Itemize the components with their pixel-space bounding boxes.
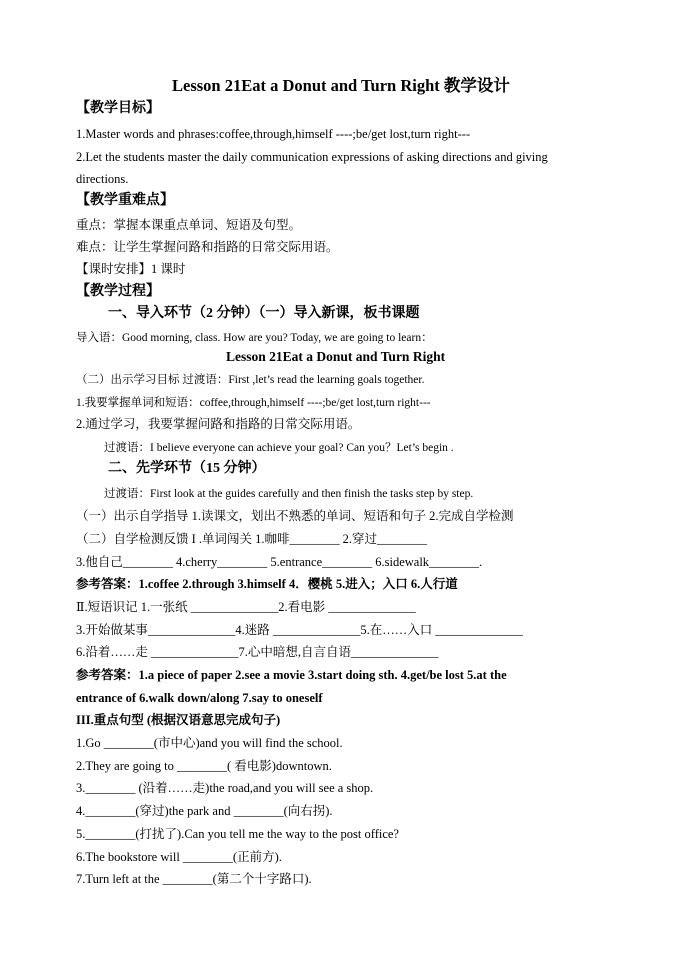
text-line: 难点：让学生掌握问路和指路的日常交际用语。 xyxy=(76,240,339,254)
exercise-line: 3.________ (沿着……走)the road,and you will see a shop. xyxy=(76,781,374,795)
text-line: （一）出示自学指导 1.读课文，划出不熟悉的单词、短语和句子 2.完成自学检测 xyxy=(76,509,514,523)
doc-title: Lesson 21Eat a Donut and Turn Right 教学设计 xyxy=(172,76,510,95)
section-heading: 【教学过程】 xyxy=(76,284,160,299)
section-heading: 【教学目标】 xyxy=(76,101,160,116)
section-heading: 【教学重难点】 xyxy=(76,193,174,208)
step-heading: 二、先学环节（15 分钟） xyxy=(108,461,266,476)
text-line: 1.Master words and phrases:coffee,through,himself ----;be/get lost,turn right--- xyxy=(76,127,471,141)
exercise-line: 5.________(打扰了).Can you tell me the way to the post office? xyxy=(76,827,399,841)
text-line: directions. xyxy=(76,172,129,186)
section-heading: 【课时安排】1 课时 xyxy=(76,262,186,276)
exercise-line: 2.They are going to ________( 看电影)downtown. xyxy=(76,759,332,773)
text-line: 3.他自己________ 4.cherry________ 5.entrance________ 6.sidewalk________. xyxy=(76,555,483,569)
text-line: （二）出示学习目标 过渡语：First ,let’s read the learning goals together. xyxy=(76,374,425,386)
step-heading: 一、导入环节（2 分钟）（一）导入新课，板书课题 xyxy=(108,306,420,321)
text-line: 过渡语：I believe everyone can achieve your goal? Can you？Let’s begin . xyxy=(104,442,454,454)
text-line: 6.沿着……走 ______________7.心中暗想,自言自语______________ xyxy=(76,645,439,659)
text-line: 重点：掌握本课重点单词、短语及句型。 xyxy=(76,218,302,232)
text-line: Ⅱ.短语识记 1.一张纸 ______________2.看电影 ______________ xyxy=(76,600,416,614)
answer-line: 参考答案：1.a piece of paper 2.see a movie 3.start doing sth. 4.get/be lost 5.at the xyxy=(76,668,507,682)
exercise-line: 7.Turn left at the ________(第二个十字路口). xyxy=(76,872,312,886)
exercise-line: 6.The bookstore will ________(正前方). xyxy=(76,850,282,864)
text-line: 2.通过学习，我要掌握问路和指路的日常交际用语。 xyxy=(76,417,361,431)
exercise-line: 1.Go ________(市中心)and you will find the school. xyxy=(76,736,343,750)
text-line: 3.开始做某事______________4.迷路 ______________5.在……入口 ______________ xyxy=(76,623,523,637)
exercise-line: 4.________(穿过)the park and ________(向右拐). xyxy=(76,804,333,818)
answer-line: entrance of 6.walk down/along 7.say to oneself xyxy=(76,691,323,705)
answer-line: 参考答案：1.coffee 2.through 3.himself 4．樱桃 5.进入；入口 6.人行道 xyxy=(76,577,458,591)
text-line: 过渡语：First look at the guides carefully and then finish the tasks step by step. xyxy=(104,488,474,500)
text-line: 1.我要掌握单词和短语：coffee,through,himself ----;be/get lost,turn right--- xyxy=(76,397,431,409)
text-line: 导入语：Good morning, class. How are you? Today, we are going to learn： xyxy=(76,332,433,344)
text-line: 2.Let the students master the daily communication expressions of asking directions and giving xyxy=(76,150,548,164)
lesson-title: Lesson 21Eat a Donut and Turn Right xyxy=(226,349,446,364)
text-line: （二）自学检测反馈 I .单词闯关 1.咖啡________ 2.穿过________ xyxy=(76,532,428,546)
subsection-heading: III.重点句型 (根据汉语意思完成句子) xyxy=(76,713,281,727)
